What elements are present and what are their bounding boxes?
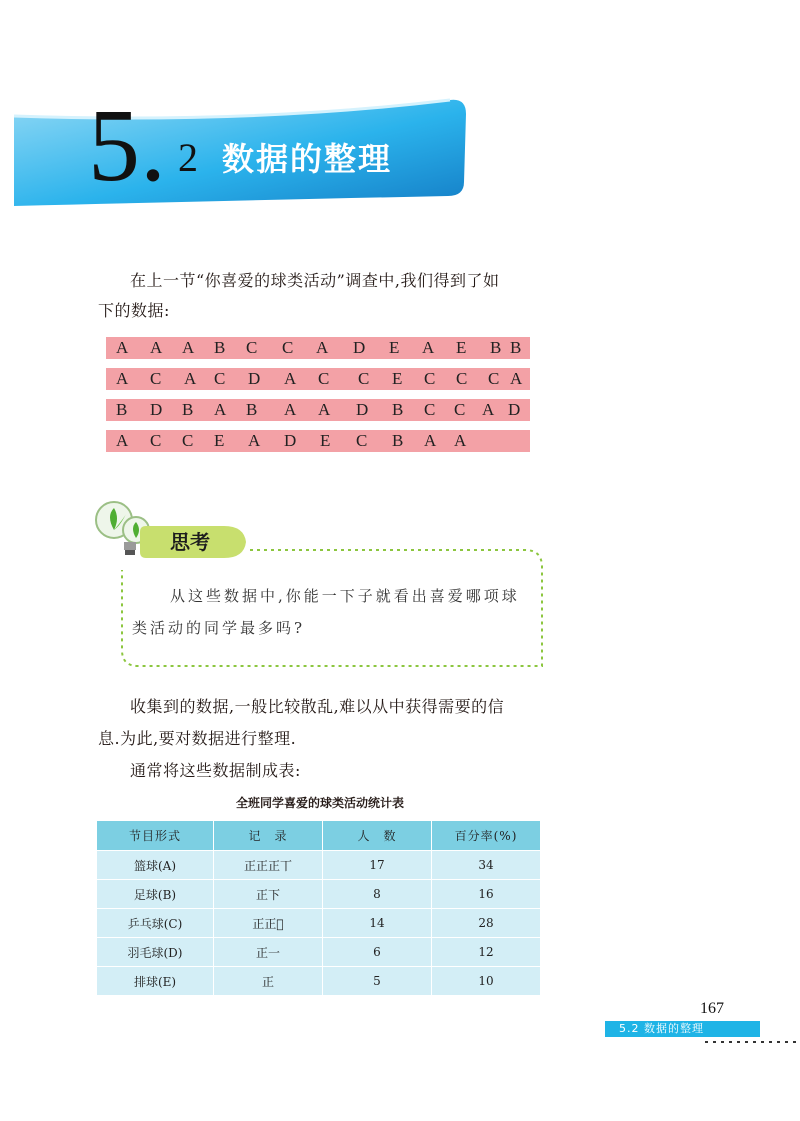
data-letter: C: [182, 431, 194, 450]
data-letter: E: [389, 338, 400, 357]
body-line-3: 通常将这些数据制成表:: [130, 761, 301, 780]
column-header: 人 数: [323, 821, 432, 851]
section-number-minor: 2: [178, 135, 198, 180]
table-header-row: [97, 821, 540, 851]
data-letter: B: [214, 338, 226, 357]
table-row: [97, 967, 540, 996]
table-title: 全班同学喜爱的球类活动统计表: [235, 796, 404, 810]
footer-divider: [705, 1040, 800, 1044]
data-letter: A: [424, 431, 437, 450]
data-letter: D: [353, 338, 366, 357]
cell-activity: 篮球(A): [97, 851, 214, 880]
think-label: 思考: [170, 530, 210, 554]
column-header: 节目形式: [97, 821, 214, 851]
table-row: [97, 880, 540, 909]
cell-tally: 正正𠀉: [214, 909, 323, 938]
cell-percent: 34: [432, 851, 541, 880]
data-letter: C: [424, 369, 436, 388]
cell-count: 6: [323, 938, 432, 967]
stats-table: [97, 821, 540, 996]
column-header: 记 录: [214, 821, 323, 851]
data-letter: A: [116, 431, 129, 450]
data-letter: B: [116, 400, 128, 419]
data-letter: B: [182, 400, 194, 419]
data-strip-1: [106, 337, 530, 359]
data-letter: A: [214, 400, 227, 419]
data-letter: E: [392, 369, 403, 388]
data-letter: B: [392, 431, 404, 450]
data-letter: C: [424, 400, 436, 419]
data-letter: A: [116, 369, 129, 388]
data-letter: C: [456, 369, 468, 388]
data-letter: D: [150, 400, 163, 419]
data-letter: D: [508, 400, 521, 419]
intro-line-1: 在上一节“你喜爱的球类活动”调查中,我们得到了如: [130, 271, 500, 290]
data-letter: D: [248, 369, 261, 388]
data-letter: C: [358, 369, 370, 388]
data-strip-4: [106, 430, 530, 452]
body-line-2: 息.为此,要对数据进行整理.: [98, 729, 297, 748]
data-letter: C: [150, 431, 162, 450]
data-letter: D: [284, 431, 297, 450]
cell-tally: 正下: [214, 880, 323, 909]
data-letter: C: [150, 369, 162, 388]
cell-count: 14: [323, 909, 432, 938]
data-letter: B: [490, 338, 502, 357]
data-letter: A: [510, 369, 523, 388]
data-letter: A: [184, 369, 197, 388]
think-line-1: 从这些数据中,你能一下子就看出喜爱哪项球: [170, 587, 520, 605]
data-letter: D: [356, 400, 369, 419]
section-number-major: 5.: [88, 88, 166, 203]
data-letter: C: [214, 369, 226, 388]
footer-section-label: 5.2 数据的整理: [605, 1021, 760, 1037]
data-letter: A: [150, 338, 163, 357]
data-letter: A: [318, 400, 331, 419]
cell-count: 8: [323, 880, 432, 909]
column-header: 百分率(%): [432, 821, 541, 851]
data-letter: A: [284, 400, 297, 419]
data-letter: E: [214, 431, 225, 450]
cell-tally: 正一: [214, 938, 323, 967]
cell-activity: 足球(B): [97, 880, 214, 909]
data-letter: A: [454, 431, 467, 450]
data-letter: E: [320, 431, 331, 450]
data-letter: A: [482, 400, 495, 419]
data-letter: A: [422, 338, 435, 357]
cell-count: 17: [323, 851, 432, 880]
data-letter: E: [456, 338, 467, 357]
cell-percent: 10: [432, 967, 541, 996]
page-number: 167: [700, 1000, 724, 1017]
data-letter: C: [454, 400, 466, 419]
cell-activity: 羽毛球(D): [97, 938, 214, 967]
table-row: [97, 851, 540, 880]
table-row: [97, 938, 540, 967]
data-letter: A: [316, 338, 329, 357]
data-letter: A: [284, 369, 297, 388]
data-letter: A: [248, 431, 261, 450]
cell-tally: 正: [214, 967, 323, 996]
data-letter: B: [510, 338, 522, 357]
section-title: 数据的整理: [222, 140, 393, 178]
cell-activity: 乒乓球(C): [97, 909, 214, 938]
intro-line-2: 下的数据:: [98, 301, 170, 320]
data-letter: B: [246, 400, 258, 419]
cell-percent: 16: [432, 880, 541, 909]
data-strip-3: [106, 399, 530, 421]
data-letter: C: [488, 369, 500, 388]
cell-activity: 排球(E): [97, 967, 214, 996]
data-strip-2: [106, 368, 530, 390]
think-line-2: 类活动的同学最多吗?: [132, 619, 306, 637]
data-letter: C: [356, 431, 368, 450]
data-letter: C: [282, 338, 294, 357]
data-letter: A: [116, 338, 129, 357]
cell-count: 5: [323, 967, 432, 996]
table-row: [97, 909, 540, 938]
body-line-1: 收集到的数据,一般比较散乱,难以从中获得需要的信: [130, 697, 505, 716]
cell-percent: 28: [432, 909, 541, 938]
data-letter: B: [392, 400, 404, 419]
data-letter: C: [318, 369, 330, 388]
cell-percent: 12: [432, 938, 541, 967]
data-letter: C: [246, 338, 258, 357]
cell-tally: 正正正丅: [214, 851, 323, 880]
data-letter: A: [182, 338, 195, 357]
